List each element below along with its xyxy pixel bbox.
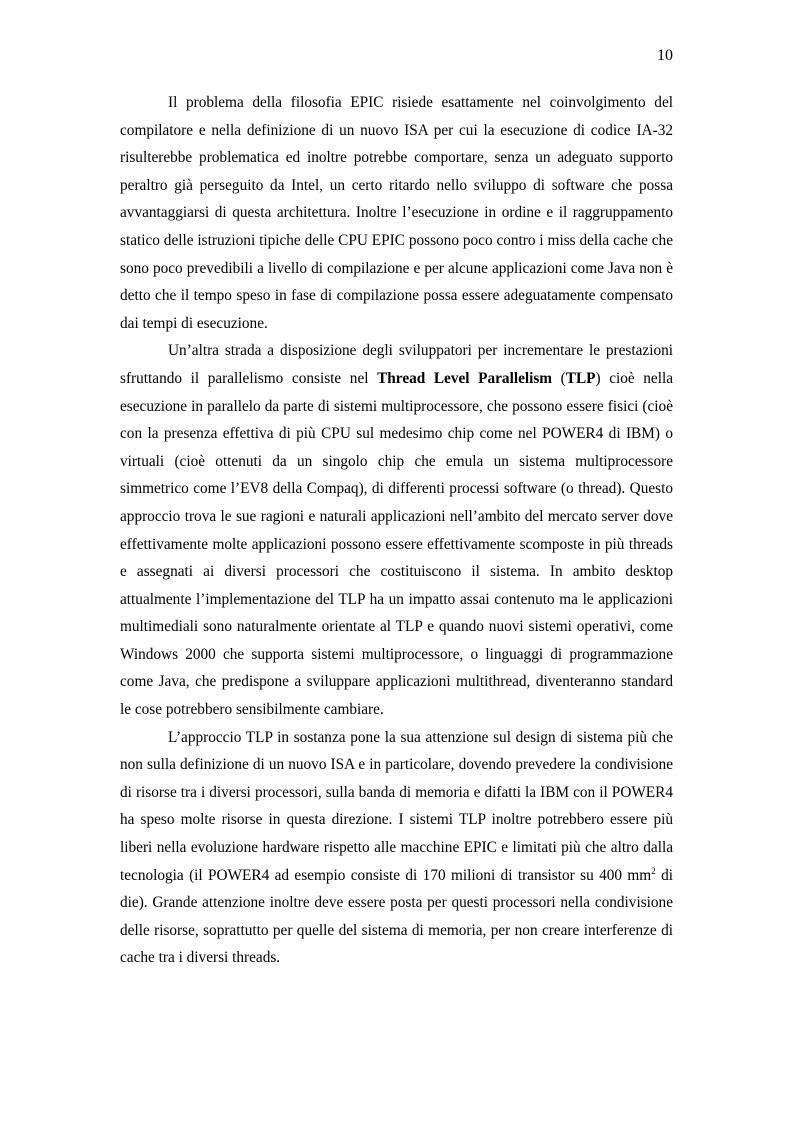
tlp-approach-text: L’approccio TLP in sostanza pone la sua attenzione sul design di sistema più che non sulla definizione di un nuovo ISA e in particolare, dovendo prevedere la condivisione di risorse tra i diversi processori, sulla banda di memoria e difatti la IBM con il POWER4 ha speso molte risorse in questa direzione. I sistemi TLP inoltre potrebbero essere più liberi nella evoluzione hardware rispetto alle macchine EPIC e limitati più che altro dalla tecnologia (il POWER4 ad esempio consiste di 170 milioni di transistor su 400 mm: [120, 728, 673, 884]
paragraph-tlp-approach: [120, 724, 673, 972]
body-text: [120, 89, 673, 972]
page-number: 10: [657, 47, 673, 64]
tlp-intro-text: Un’altra strada a disposizione degli sviluppatori per incrementare le prestazioni sfruttando il parallelismo consiste nel: [120, 342, 673, 387]
paragraph-thread-level-parallelism: [120, 337, 673, 723]
tlp-approach-text-end: di die). Grande attenzione inoltre deve essere posta per questi processori nella condivisione delle risorse, soprattutto per quelle del sistema di memoria, per non creare interferenze di cache tra i diversi threads.: [120, 866, 673, 967]
paragraph-epic-problem: Il problema della filosofia EPIC risiede esattamente nel coinvolgimento del compilatore e nella definizione di un nuovo ISA per cui la esecuzione di codice IA-32 risulterebbe problematica ed inoltre potrebbe comportare, senza un adeguato supporto peraltro già perseguito da Intel, un certo ritardo nello sviluppo di software che possa avvantaggiarsi di questa architettura. Inoltre l’esecuzione in ordine e il raggruppamento statico delle istruzioni tipiche delle CPU EPIC possono poco contro i miss della cache che sono poco prevedibili a livello di compilazione e per alcune applicazioni come Java non è detto che il tempo speso in fase di compilazione possa essere adeguatamente compensato dai tempi di esecuzione.: [120, 94, 673, 332]
tlp-abbreviation: TLP: [565, 369, 596, 387]
area-unit-superscript: 2: [651, 865, 656, 876]
tlp-description-text: ) cioè nella esecuzione in parallelo da parte di sistemi multiprocessore, che possono essere fisici (cioè con la presenza effettiva di più CPU sul medesimo chip come nel POWER4 di IBM) o virtuali (cioè ottenuti da un singolo chip che emula un sistema multiprocessore simmetrico come l’EV8 della Compaq), di differenti processi software (o thread). Questo approccio trova le sue ragioni e naturali applicazioni nell’ambito del mercato server dove effettivamente molte applicazioni possono essere effettivamente scomposte in più threads e assegnati ai diversi processori che costituiscono il sistema. In ambito desktop attualmente l’implementazione del TLP ha un impatto assai contenuto ma le applicazioni multimediali sono naturalmente orientate al TLP e quando nuovi sistemi operativi, come Windows 2000 che supporta sistemi multiprocessore, o linguaggi di programmazione come Java, che predispone a sviluppare applicazioni multithread, diventeranno standard le cose potrebbero sensibilmente cambiare.: [120, 369, 674, 719]
tlp-open-paren: (: [552, 369, 566, 387]
tlp-term: Thread Level Parallelism: [377, 369, 553, 387]
